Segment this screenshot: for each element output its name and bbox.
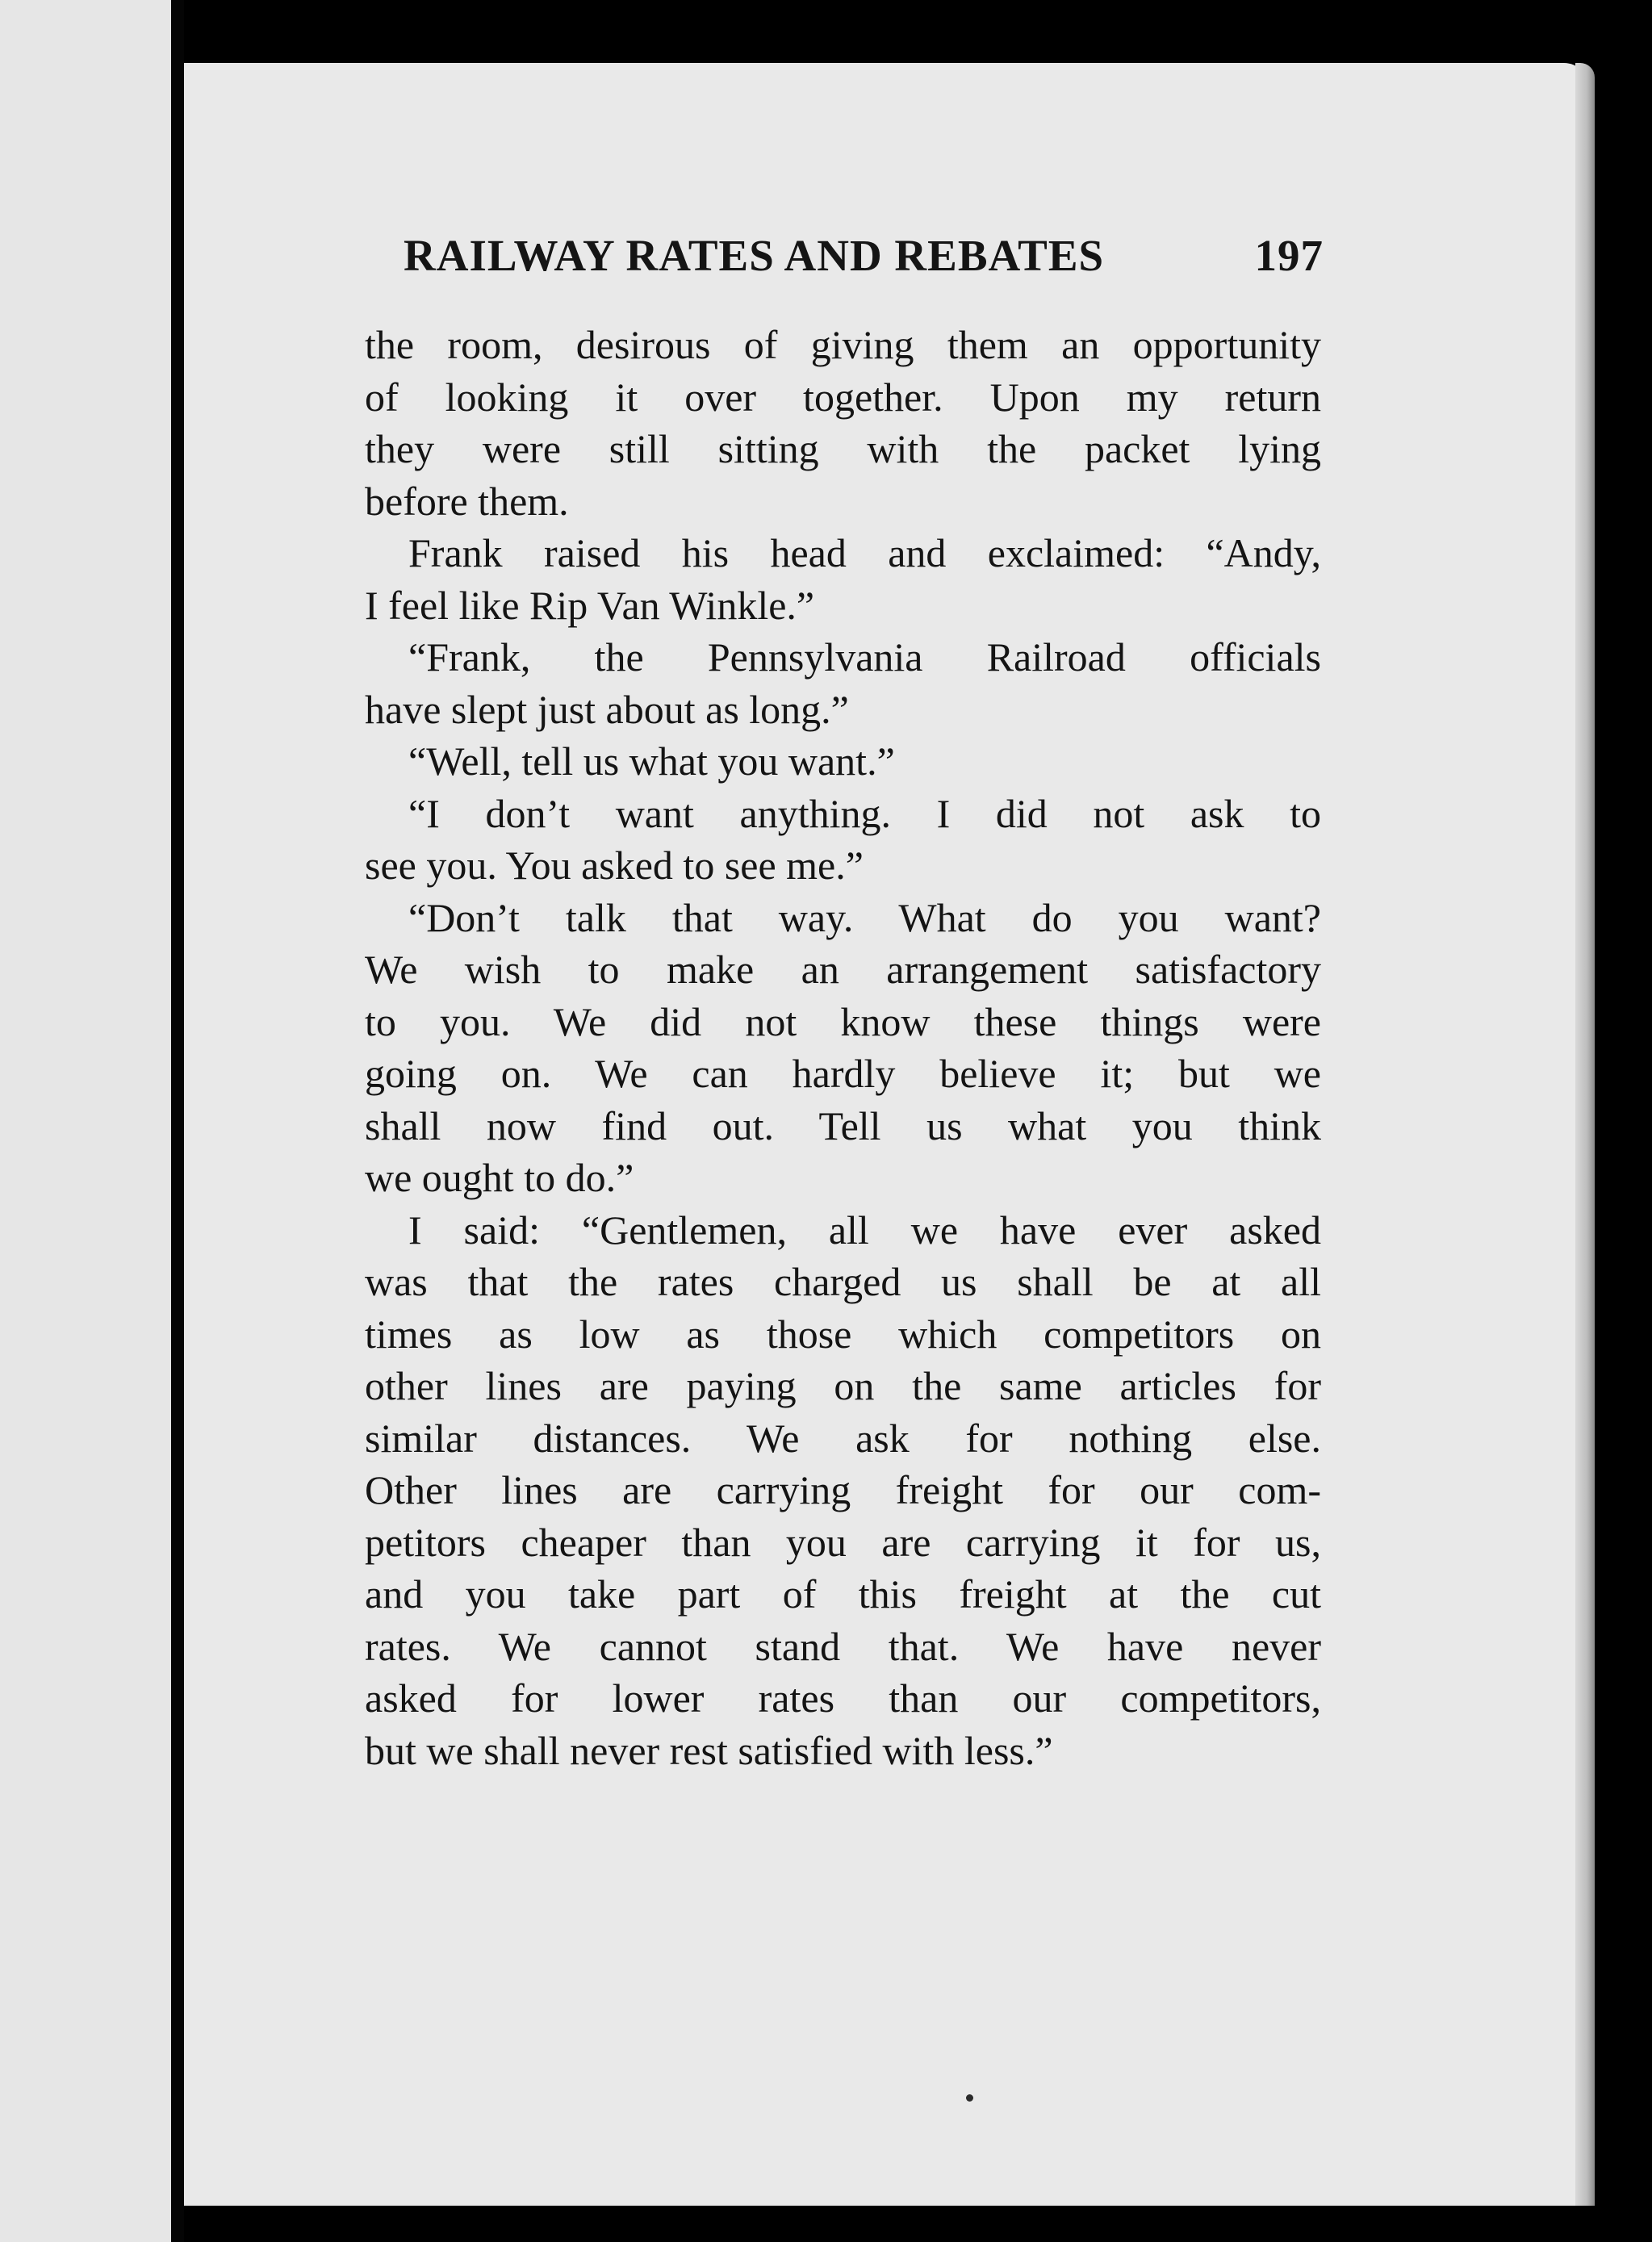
- text-line: “Frank, the Pennsylvania Railroad officials: [408, 634, 1321, 680]
- text-line: we ought to do.”: [365, 1155, 634, 1200]
- text-line: was that the rates charged us shall be at all: [365, 1259, 1321, 1304]
- text-line: times as low as those which competitors on: [365, 1311, 1321, 1357]
- text-line: petitors cheaper than you are carrying it for us,: [365, 1519, 1321, 1565]
- text-line: have slept just about as long.”: [365, 686, 849, 732]
- body-text: [365, 319, 1321, 1776]
- text-line: other lines are paying on the same articles for: [365, 1363, 1321, 1408]
- page-number: 197: [1254, 231, 1324, 280]
- text-line: Other lines are carrying freight for our com-: [365, 1467, 1321, 1512]
- text-line: before them.: [365, 478, 569, 524]
- left-margin: [0, 0, 171, 2242]
- text-line: shall now find out. Tell us what you think: [365, 1102, 1321, 1148]
- text-line: Frank raised his head and exclaimed: “Andy,: [408, 530, 1321, 575]
- text-line: I feel like Rip Van Winkle.”: [365, 582, 815, 628]
- text-line: similar distances. We ask for nothing else.: [365, 1415, 1321, 1461]
- text-line: “I don’t want anything. I did not ask to: [408, 790, 1321, 836]
- text-line: “Don’t talk that way. What do you want?: [408, 894, 1321, 940]
- text-line: and you take part of this freight at the cut: [365, 1571, 1321, 1617]
- text-line: asked for lower rates than our competitors,: [365, 1675, 1321, 1721]
- text-line: “Well, tell us what you want.”: [408, 738, 895, 784]
- text-line: they were still sitting with the packet lying: [365, 426, 1321, 471]
- text-line: I said: “Gentlemen, all we have ever asked: [408, 1207, 1321, 1253]
- text-line: the room, desirous of giving them an opportunity: [365, 322, 1321, 367]
- printer-mark-dot: [966, 2094, 973, 2102]
- text-line: rates. We cannot stand that. We have never: [365, 1623, 1321, 1669]
- running-head: [404, 230, 1324, 281]
- page-edge: [1575, 63, 1595, 2206]
- text-line: but we shall never rest satisfied with less.”: [365, 1727, 1053, 1773]
- text-line: going on. We can hardly believe it; but we: [365, 1051, 1321, 1096]
- text-line: We wish to make an arrangement satisfactory: [365, 947, 1321, 992]
- running-head-title: RAILWAY RATES AND REBATES: [404, 231, 1105, 280]
- text-line: see you. You asked to see me.”: [365, 843, 864, 888]
- gutter-line: [171, 0, 184, 2242]
- text-line: of looking it over together. Upon my return: [365, 374, 1321, 420]
- text-line: to you. We did not know these things were: [365, 998, 1321, 1044]
